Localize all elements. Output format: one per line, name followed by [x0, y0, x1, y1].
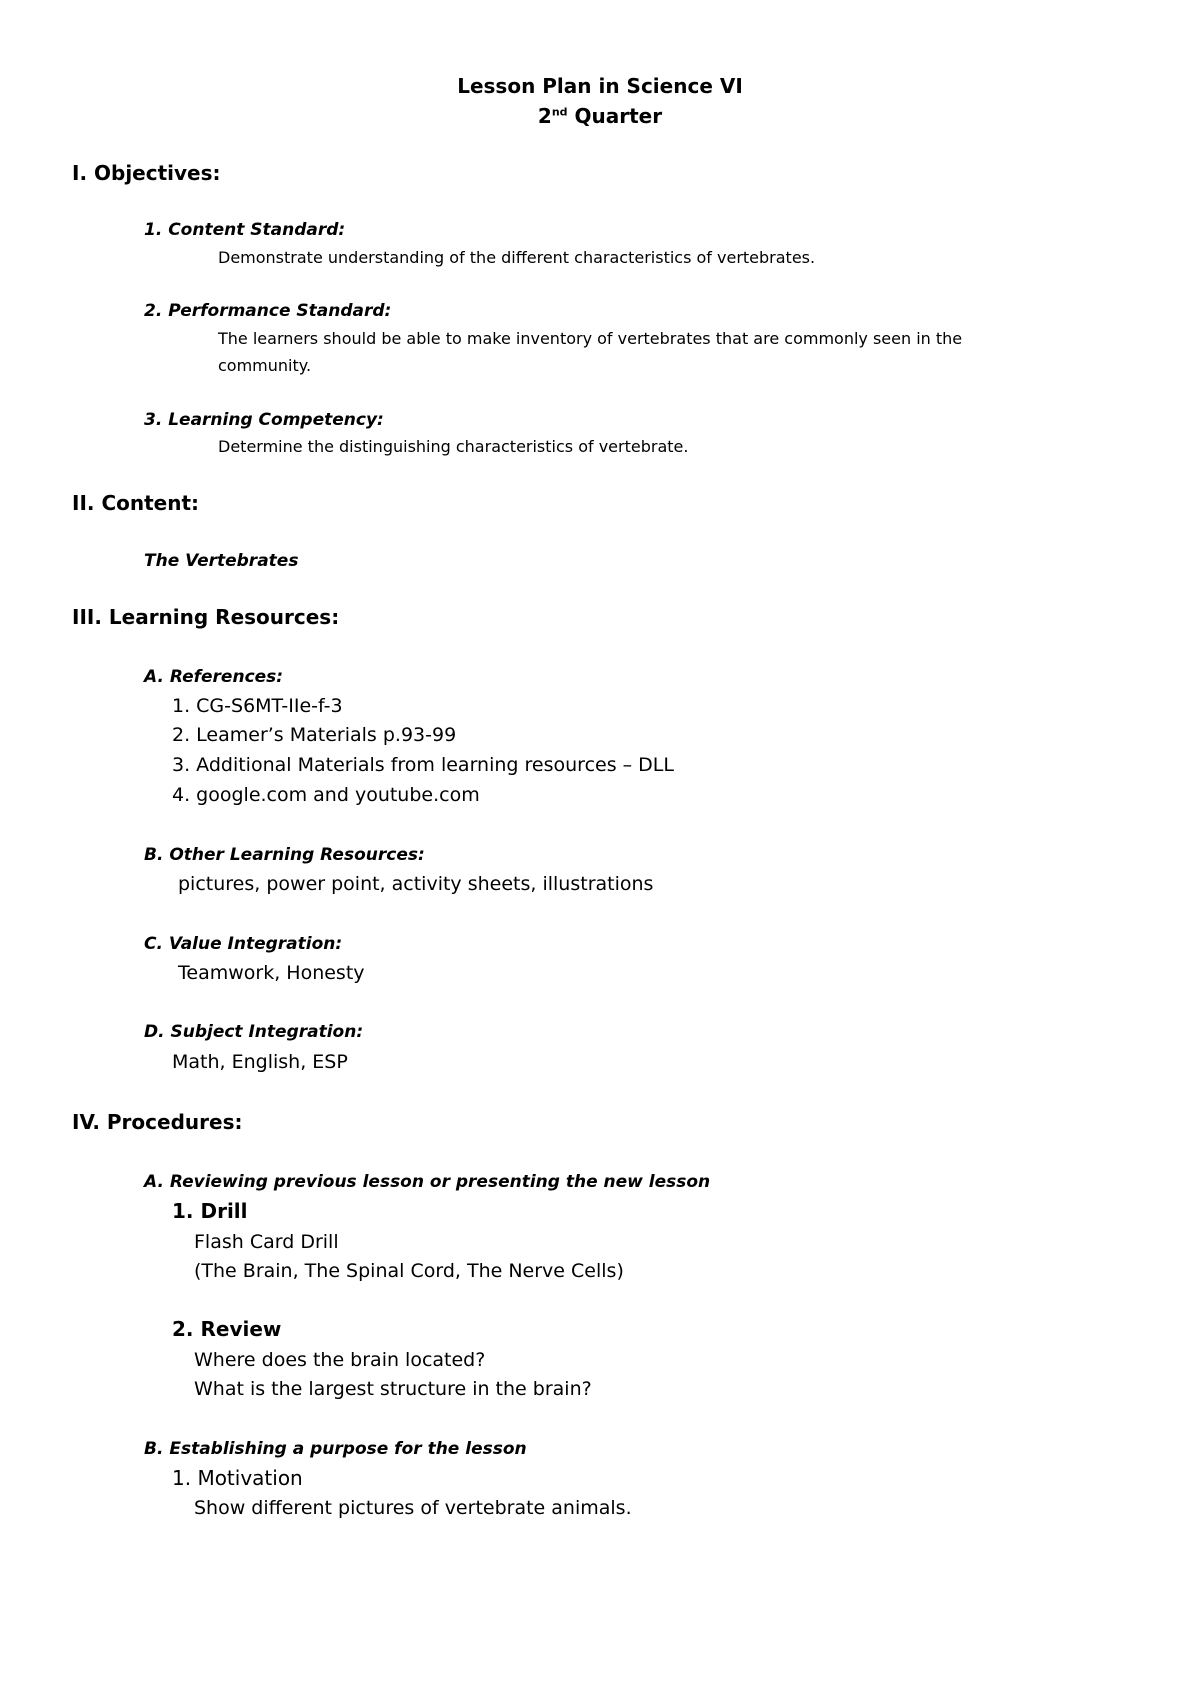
content-standard-text: Demonstrate understanding of the different characteristics of vertebrates.	[218, 248, 816, 267]
document-quarter	[0, 104, 1200, 128]
subject-integration-label: D. Subject Integration:	[144, 1022, 364, 1042]
motivation-label: 1. Motivation	[172, 1466, 303, 1490]
reference-item: 1. CG-S6MT-IIe-f-3	[172, 695, 343, 717]
drill-line: Flash Card Drill	[194, 1231, 339, 1253]
procedure-b-label: B. Establishing a purpose for the lesson	[144, 1439, 527, 1459]
value-integration-label: C. Value Integration:	[144, 934, 343, 954]
other-resources-label: B. Other Learning Resources:	[144, 845, 425, 865]
quarter-word: Quarter	[574, 104, 663, 128]
content-standard-label: 1. Content Standard:	[144, 220, 346, 240]
reference-item: 2. Leamer’s Materials p.93-99	[172, 724, 457, 746]
content-topic: The Vertebrates	[144, 551, 299, 571]
learning-competency-label: 3. Learning Competency:	[144, 410, 384, 430]
procedures-heading: IV. Procedures:	[72, 1110, 243, 1134]
objectives-heading: I. Objectives:	[72, 161, 221, 185]
content-heading: II. Content:	[72, 491, 200, 515]
performance-standard-text-2: community.	[218, 356, 312, 375]
procedure-a-label: A. Reviewing previous lesson or presenting the new lesson	[144, 1172, 711, 1192]
learning-resources-heading: III. Learning Resources:	[72, 605, 340, 629]
review-label: 2. Review	[172, 1317, 282, 1341]
learning-competency-text: Determine the distinguishing characteristics of vertebrate.	[218, 437, 689, 456]
document-title: Lesson Plan in Science VI	[457, 74, 743, 98]
value-integration-text: Teamwork, Honesty	[178, 962, 365, 984]
subject-integration-text: Math, English, ESP	[172, 1051, 348, 1073]
quarter-superscript: nd	[551, 105, 568, 119]
quarter-number: 2	[537, 104, 552, 128]
drill-label: 1. Drill	[172, 1199, 248, 1223]
other-resources-text: pictures, power point, activity sheets, illustrations	[178, 873, 654, 895]
references-label: A. References:	[144, 667, 284, 687]
performance-standard-text-1: The learners should be able to make inventory of vertebrates that are commonly seen in the	[218, 329, 963, 348]
reference-item: 3. Additional Materials from learning resources – DLL	[172, 754, 674, 776]
drill-line: (The Brain, The Spinal Cord, The Nerve Cells)	[194, 1260, 624, 1282]
review-line: What is the largest structure in the brain?	[194, 1378, 592, 1400]
reference-item: 4. google.com and youtube.com	[172, 784, 480, 806]
motivation-line: Show different pictures of vertebrate animals.	[194, 1497, 632, 1519]
performance-standard-label: 2. Performance Standard:	[144, 301, 392, 321]
review-line: Where does the brain located?	[194, 1349, 486, 1371]
